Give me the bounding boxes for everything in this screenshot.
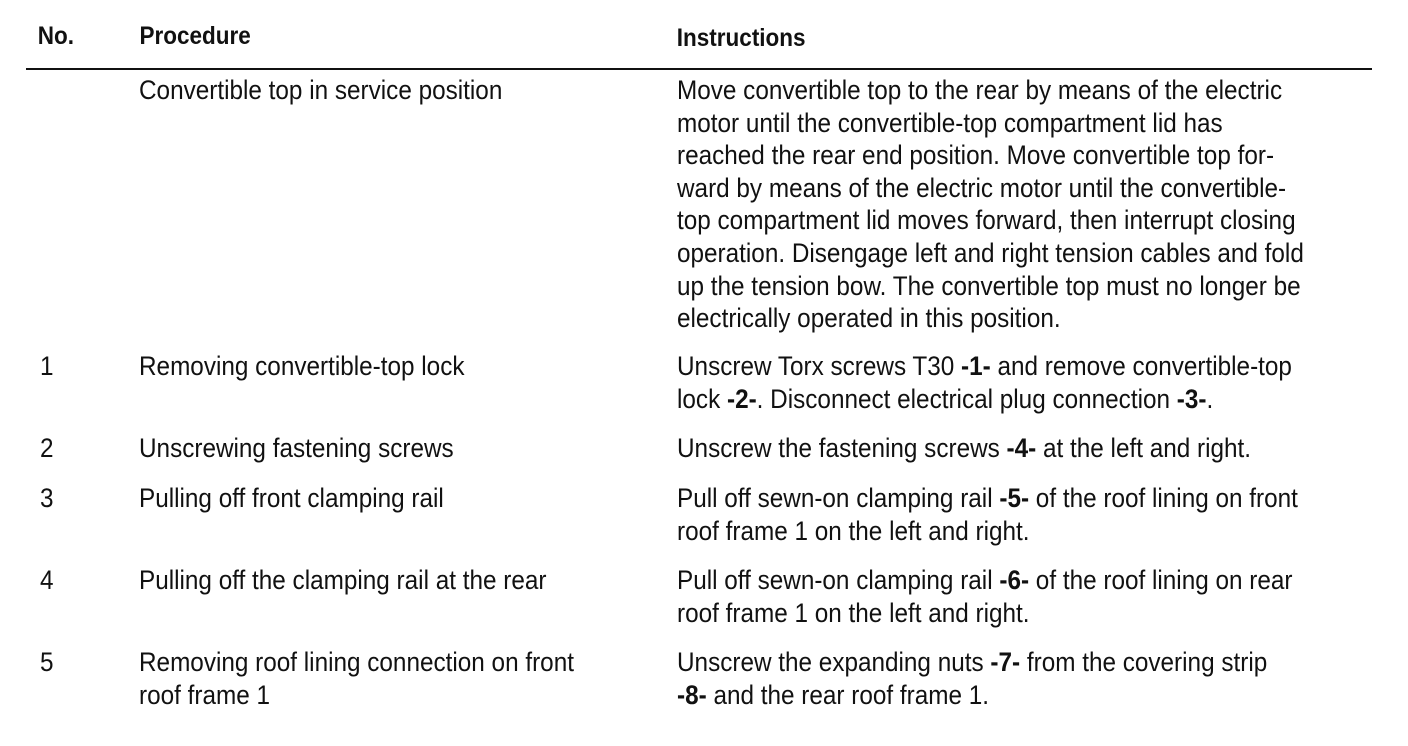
procedure-text — [139, 74, 630, 107]
instruction-text — [677, 564, 1357, 629]
procedure-text — [139, 564, 630, 597]
callout-reference: -8- — [677, 679, 707, 710]
header-rule — [26, 68, 1372, 70]
callout-reference: -2- — [726, 383, 757, 414]
callout-reference: -3- — [1176, 383, 1207, 414]
instruction-text — [677, 350, 1357, 415]
procedure-text — [139, 432, 630, 465]
callout-reference: -6- — [999, 565, 1030, 595]
instruction-line: lock -2-. Disconnect electrical plug connection -3-. — [677, 383, 1214, 414]
procedure-line: roof frame 1 — [139, 679, 271, 710]
instruction-text — [677, 646, 1357, 711]
instruction-line: Unscrew Torx screws T30 -1- and remove convertible-top — [677, 351, 1292, 381]
procedure-line: Pulling off the clamping rail at the rear — [139, 565, 547, 595]
callout-reference: -4- — [1006, 433, 1037, 463]
instruction-line: ward by means of the electric motor until the convertible- — [677, 172, 1287, 203]
instruction-line: roof frame 1 on the left and right. — [677, 515, 1030, 546]
header-instructions: Instructions — [676, 24, 806, 52]
procedure-text — [139, 350, 630, 383]
instruction-line: Pull off sewn-on clamping rail -5- of the roof lining on front — [677, 483, 1298, 513]
instruction-line: electrically operated in this position. — [677, 303, 1061, 334]
instruction-line: roof frame 1 on the left and right. — [677, 597, 1030, 628]
instruction-line: Move convertible top to the rear by means of the electric — [677, 75, 1283, 105]
instruction-text — [677, 74, 1357, 335]
procedure-text — [139, 482, 630, 515]
header-no: No. — [37, 22, 75, 50]
instruction-line: Unscrew the fastening screws -4- at the left and right. — [677, 433, 1252, 463]
instruction-line: up the tension bow. The convertible top must no longer be — [677, 270, 1301, 301]
instruction-text — [677, 482, 1357, 547]
instruction-line: Pull off sewn-on clamping rail -6- of the roof lining on rear — [677, 565, 1293, 595]
step-number: 5 — [40, 647, 54, 677]
header-procedure: Procedure — [139, 22, 251, 50]
procedure-line: Unscrewing fastening screws — [139, 433, 454, 463]
instruction-text — [677, 432, 1357, 465]
table-header — [0, 22, 1267, 62]
step-number: 1 — [40, 351, 54, 381]
callout-reference: -7- — [990, 647, 1021, 677]
callout-reference: -1- — [961, 351, 991, 381]
instruction-line: Unscrew the expanding nuts -7- from the covering strip — [677, 647, 1268, 677]
instruction-line: motor until the convertible-top compartment lid has — [677, 107, 1223, 138]
instruction-line: top compartment lid moves forward, then interrupt closing — [677, 205, 1296, 236]
step-number: 4 — [40, 565, 54, 595]
instruction-line: -8- and the rear roof frame 1. — [677, 679, 990, 710]
callout-reference: -5- — [999, 483, 1030, 513]
step-number: 2 — [40, 433, 54, 463]
procedure-line: Pulling off front clamping rail — [139, 483, 444, 513]
instruction-line: operation. Disengage left and right tension cables and fold — [677, 237, 1304, 268]
procedure-text — [139, 646, 630, 711]
procedure-line: Removing roof lining connection on front — [139, 647, 574, 677]
procedure-line: Convertible top in service position — [139, 75, 503, 105]
instruction-line: reached the rear end position. Move convertible top for- — [677, 140, 1275, 171]
procedure-line: Removing convertible-top lock — [139, 351, 465, 381]
step-number: 3 — [40, 483, 54, 513]
